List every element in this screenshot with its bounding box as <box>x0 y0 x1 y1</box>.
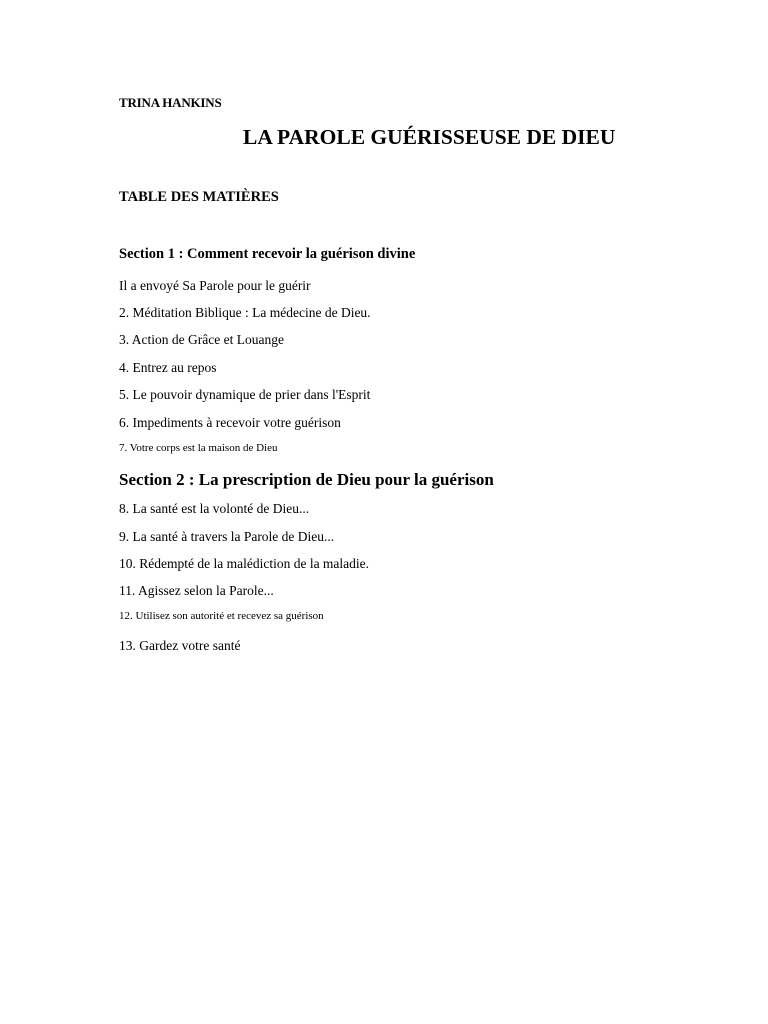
section-1-heading: Section 1 : Comment recevoir la guérison divine <box>119 246 416 262</box>
section-2-heading: Section 2 : La prescription de Dieu pour la guérison <box>119 470 494 489</box>
toc-item: 3. Action de Grâce et Louange <box>119 332 284 347</box>
toc-item: 8. La santé est la volonté de Dieu... <box>119 501 310 516</box>
toc-heading: TABLE DES MATIÈRES <box>119 189 279 205</box>
toc-item: 11. Agissez selon la Parole... <box>119 583 274 598</box>
toc-item: 6. Impediments à recevoir votre guérison <box>119 415 341 430</box>
book-title: LA PAROLE GUÉRISSEUSE DE DIEU <box>243 125 616 149</box>
toc-item: 7. Votre corps est la maison de Dieu <box>119 442 278 454</box>
toc-item: 9. La santé à travers la Parole de Dieu... <box>119 529 335 544</box>
toc-item: 10. Rédempté de la malédiction de la maladie. <box>119 556 370 571</box>
author-name: TRINA HANKINS <box>119 95 222 110</box>
toc-item: 12. Utilisez son autorité et recevez sa guérison <box>119 610 324 622</box>
toc-item: 2. Méditation Biblique : La médecine de Dieu. <box>119 305 371 320</box>
toc-item: 4. Entrez au repos <box>119 360 217 375</box>
toc-item: 13. Gardez votre santé <box>119 638 241 653</box>
toc-item: 5. Le pouvoir dynamique de prier dans l'Esprit <box>119 387 371 402</box>
toc-item: Il a envoyé Sa Parole pour le guérir <box>119 278 311 293</box>
